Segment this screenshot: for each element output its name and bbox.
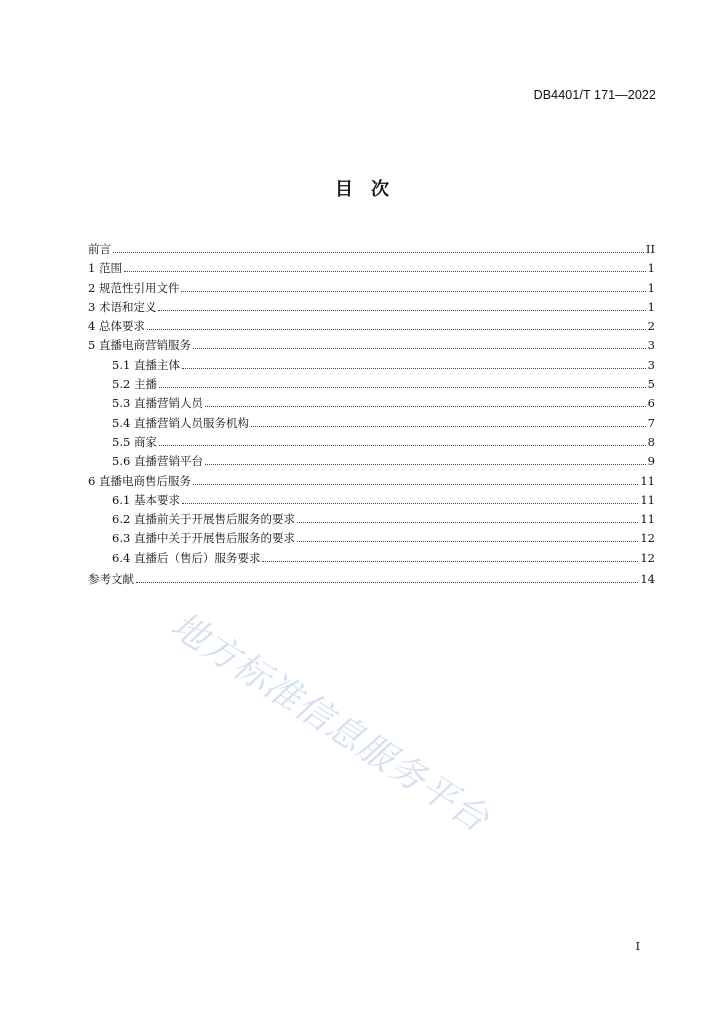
toc-leader-dots bbox=[158, 310, 645, 311]
toc-leader-dots bbox=[136, 582, 638, 583]
toc-entry-merchant[interactable] bbox=[88, 433, 655, 452]
page-number: I bbox=[635, 940, 640, 953]
toc-entry-page: 14 bbox=[640, 572, 655, 587]
toc-entry-page: 6 bbox=[647, 396, 655, 411]
toc-entry-label: 6.4 直播后（售后）服务要求 bbox=[112, 550, 261, 565]
toc-entry-page: 3 bbox=[647, 338, 655, 353]
toc-entry-page: 2 bbox=[647, 319, 655, 334]
toc-entry-label: 6 直播电商售后服务 bbox=[88, 473, 191, 488]
toc-leader-dots bbox=[297, 522, 638, 523]
toc-leader-dots bbox=[262, 561, 638, 562]
toc-entry-general-requirements[interactable] bbox=[88, 317, 655, 336]
toc-entry-label: 4 总体要求 bbox=[88, 319, 145, 334]
toc-entry-label: 前言 bbox=[88, 242, 111, 256]
toc-entry-page: 1 bbox=[647, 261, 655, 276]
toc-entry-label: 5.4 直播营销人员服务机构 bbox=[112, 415, 249, 430]
toc-leader-dots bbox=[205, 464, 646, 465]
toc-entry-label: 5.6 直播营销平台 bbox=[112, 454, 203, 469]
toc-entry-label: 6.3 直播中关于开展售后服务的要求 bbox=[112, 531, 295, 546]
toc-entry-page: 11 bbox=[640, 512, 655, 527]
toc-entry-label: 1 范围 bbox=[88, 261, 122, 276]
toc-entry-anchor[interactable] bbox=[88, 375, 655, 394]
toc-entry-marketing-services[interactable] bbox=[88, 336, 655, 355]
standard-code: DB4401/T 171—2022 bbox=[533, 88, 656, 102]
toc-leader-dots bbox=[159, 445, 646, 446]
toc-entry-label: 5.1 直播主体 bbox=[112, 357, 180, 372]
toc-entry-staff-service-agency[interactable] bbox=[88, 414, 655, 433]
toc-entry-marketing-platform[interactable] bbox=[88, 452, 655, 471]
toc-leader-dots bbox=[251, 426, 646, 427]
toc-entry-page: 3 bbox=[647, 357, 655, 372]
toc-entry-label: 5.3 直播营销人员 bbox=[112, 396, 203, 411]
toc-entry-page: 11 bbox=[640, 492, 655, 507]
toc-entry-page: 8 bbox=[647, 434, 655, 449]
toc-entry-page: II bbox=[645, 242, 655, 256]
toc-entry-bibliography[interactable] bbox=[88, 570, 655, 589]
toc-entry-page: 5 bbox=[647, 377, 655, 392]
toc-entry-after-sales-services[interactable] bbox=[88, 472, 655, 491]
toc-entry-label: 5 直播电商营销服务 bbox=[88, 338, 191, 353]
toc-entry-label: 参考文献 bbox=[88, 572, 134, 587]
toc-leader-dots bbox=[159, 387, 646, 388]
toc-leader-dots bbox=[124, 271, 646, 272]
toc-entry-page: 9 bbox=[647, 454, 655, 469]
toc-entry-page: 12 bbox=[640, 531, 655, 546]
toc-entry-during-live-requirements[interactable] bbox=[88, 529, 655, 548]
toc-entry-terms-definitions[interactable] bbox=[88, 298, 655, 317]
toc-entry-label: 3 术语和定义 bbox=[88, 299, 157, 314]
toc-entry-label: 6.1 基本要求 bbox=[112, 492, 180, 507]
toc-entry-label: 5.5 商家 bbox=[112, 434, 157, 449]
toc-entry-label: 2 规范性引用文件 bbox=[88, 280, 180, 295]
toc-entry-live-subject[interactable] bbox=[88, 356, 655, 375]
toc-entry-basic-requirements[interactable] bbox=[88, 491, 655, 510]
toc-entry-normative-references[interactable] bbox=[88, 279, 655, 298]
table-of-contents bbox=[88, 240, 655, 589]
watermark: 地方标准信息服务平台 bbox=[163, 604, 496, 841]
toc-leader-dots bbox=[193, 348, 646, 349]
toc-leader-dots bbox=[182, 368, 646, 369]
toc-title: 目 次 bbox=[335, 179, 389, 200]
toc-entry-post-live-requirements[interactable] bbox=[88, 549, 655, 568]
toc-leader-dots bbox=[297, 541, 638, 542]
toc-leader-dots bbox=[193, 484, 638, 485]
toc-entry-marketing-staff[interactable] bbox=[88, 394, 655, 413]
toc-entry-label: 5.2 主播 bbox=[112, 377, 157, 392]
toc-entry-foreword[interactable] bbox=[88, 240, 655, 259]
toc-entry-page: 7 bbox=[647, 415, 655, 430]
toc-entry-page: 11 bbox=[640, 473, 655, 488]
toc-entry-pre-live-requirements[interactable] bbox=[88, 510, 655, 529]
toc-entry-scope[interactable] bbox=[88, 259, 655, 278]
toc-leader-dots bbox=[205, 406, 646, 407]
toc-leader-dots bbox=[182, 503, 638, 504]
toc-entry-label: 6.2 直播前关于开展售后服务的要求 bbox=[112, 512, 295, 527]
toc-entry-page: 1 bbox=[647, 299, 655, 314]
toc-entry-page: 1 bbox=[647, 280, 655, 295]
toc-leader-dots bbox=[113, 252, 644, 253]
toc-leader-dots bbox=[181, 291, 645, 292]
toc-leader-dots bbox=[147, 329, 646, 330]
toc-entry-page: 12 bbox=[640, 550, 655, 565]
